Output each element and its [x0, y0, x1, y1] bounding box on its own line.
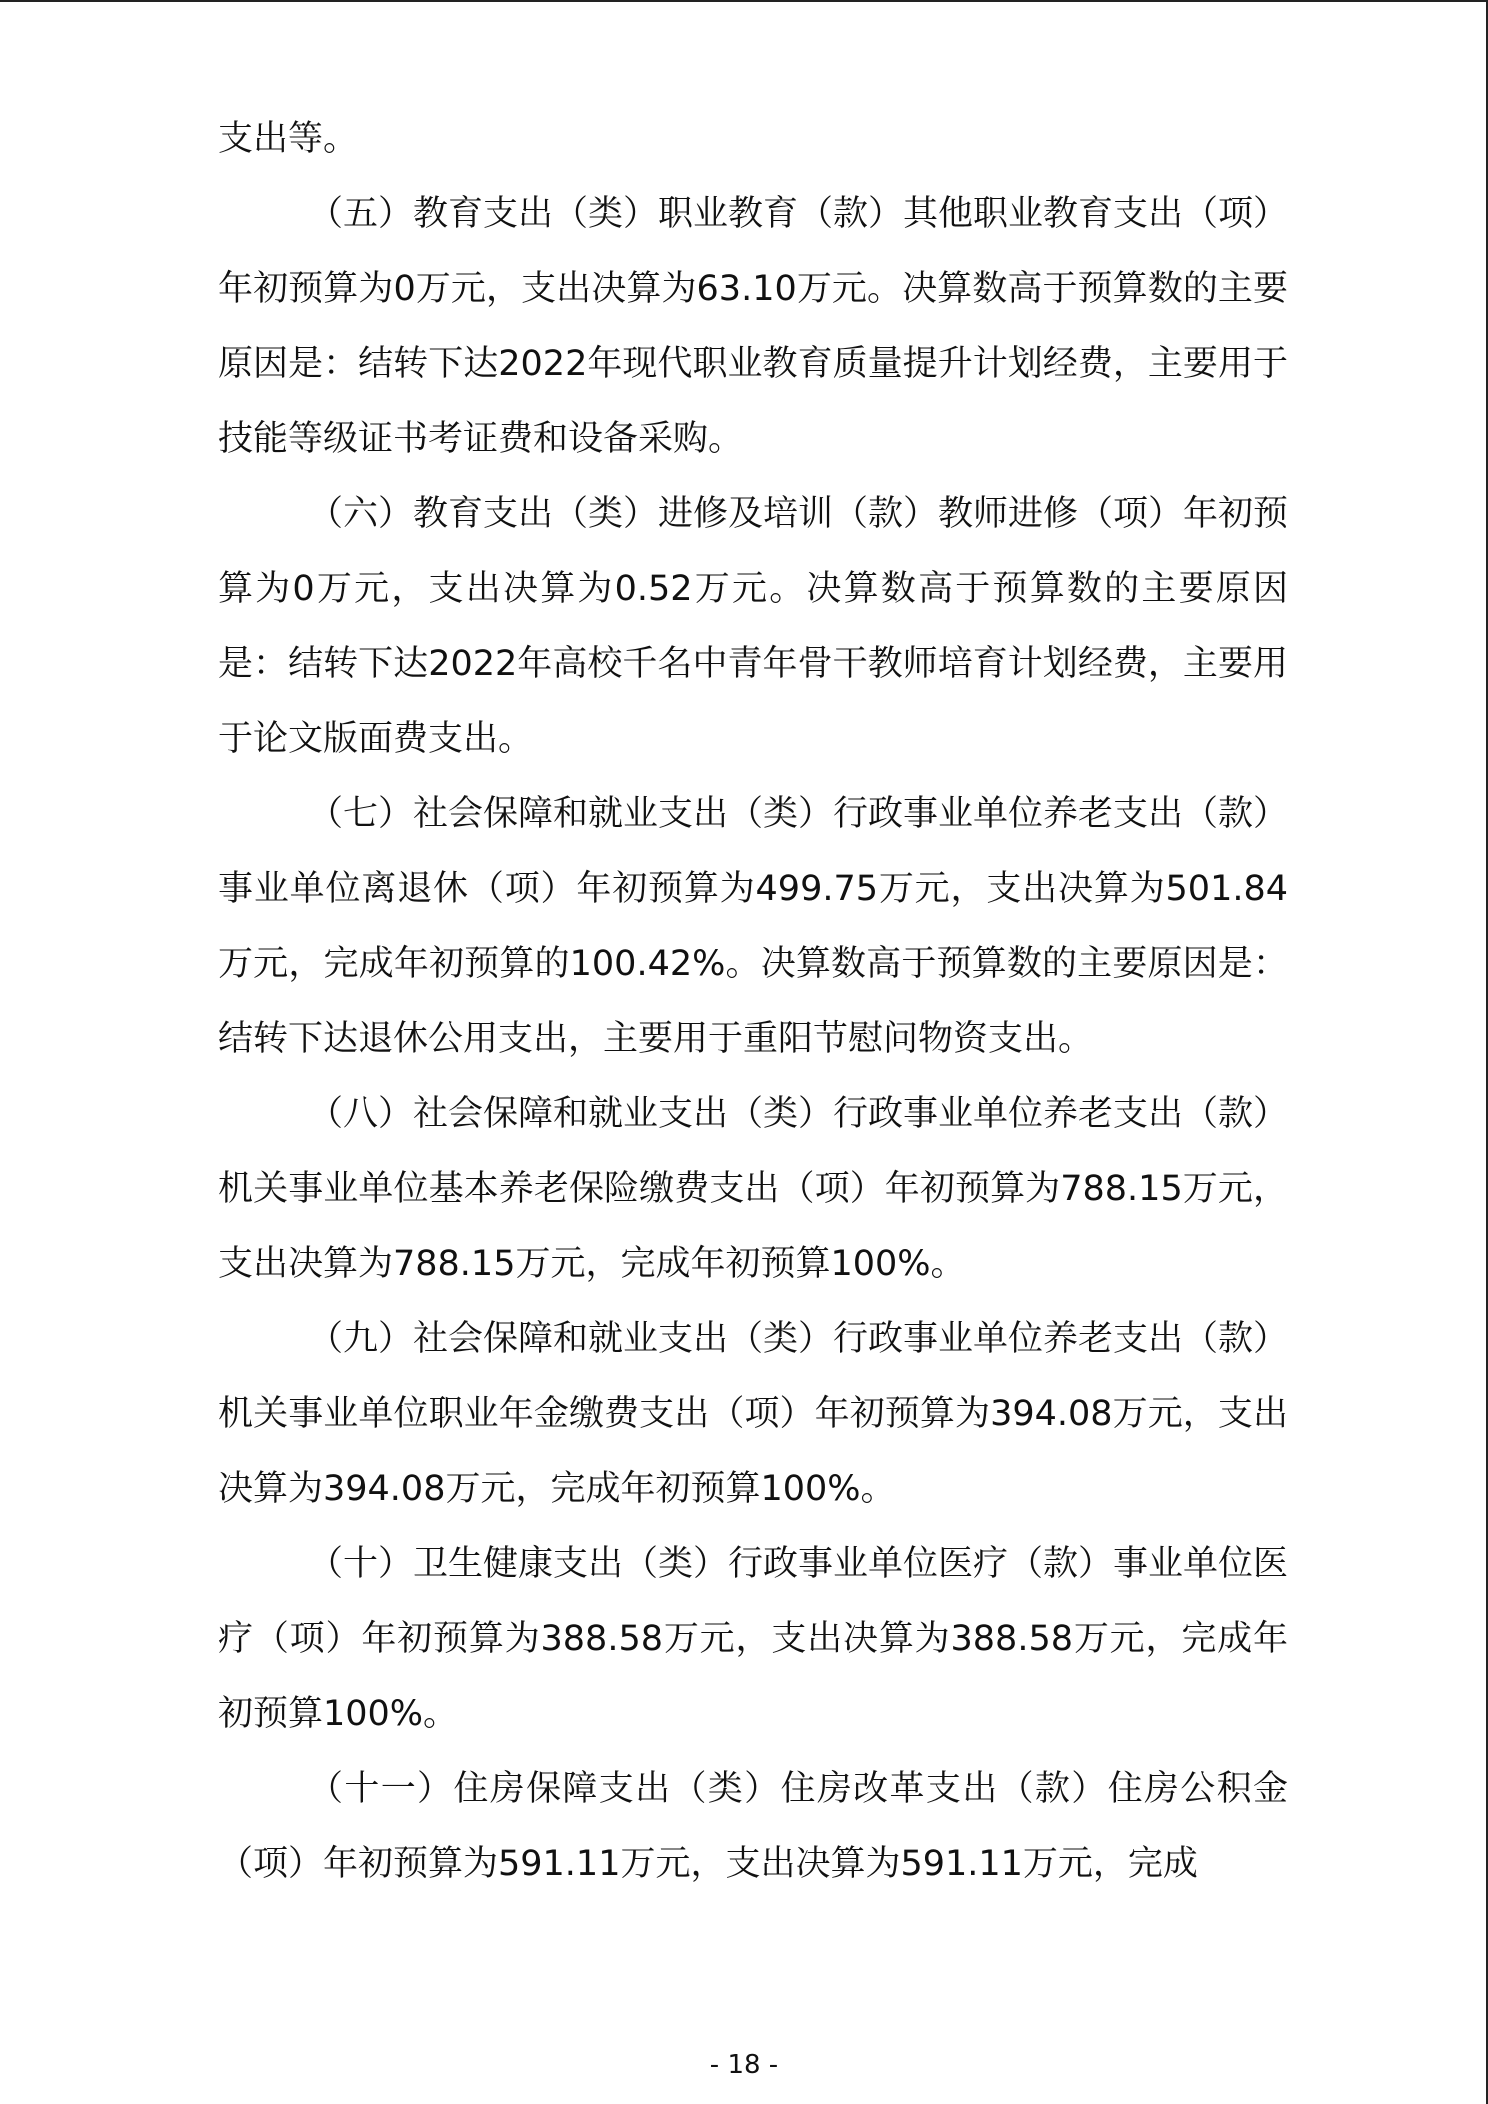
paragraph-item-6: （六）教育支出（类）进修及培训（款）教师进修（项）年初预算为0万元，支出决算为0.52万元。决算数高于预算数的主要原因是：结转下达2022年高校千名中青年骨干教师培育计划经费，主要用于论文版面费支出。 — [218, 494, 1289, 759]
paragraph-item-7: （七）社会保障和就业支出（类）行政事业单位养老支出（款）事业单位离退休（项）年初预算为499.75万元，支出决算为501.84万元，完成年初预算的100.42%。决算数高于预算数的主要原因是：结转下达退休公用支出，主要用于重阳节慰问物资支出。 — [218, 794, 1289, 1059]
paragraph-item-10: （十）卫生健康支出（类）行政事业单位医疗（款）事业单位医疗（项）年初预算为388.58万元，支出决算为388.58万元，完成年初预算100%。 — [218, 1544, 1289, 1734]
paragraph-item-8: （八）社会保障和就业支出（类）行政事业单位养老支出（款）机关事业单位基本养老保险缴费支出（项）年初预算为788.15万元，支出决算为788.15万元，完成年初预算100%。 — [218, 1094, 1289, 1284]
paragraph-continuation: 支出等。 — [218, 119, 359, 159]
body-text — [218, 102, 1288, 1902]
page-number: - 18 - — [709, 2050, 779, 2080]
paragraph-item-9: （九）社会保障和就业支出（类）行政事业单位养老支出（款）机关事业单位职业年金缴费支出（项）年初预算为394.08万元，支出决算为394.08万元，完成年初预算100%。 — [218, 1319, 1289, 1509]
paragraph-item-11: （十一）住房保障支出（类）住房改革支出（款）住房公积金（项）年初预算为591.11万元，支出决算为591.11万元，完成 — [218, 1769, 1288, 1884]
paragraph-item-5: （五）教育支出（类）职业教育（款）其他职业教育支出（项）年初预算为0万元，支出决算为63.10万元。决算数高于预算数的主要原因是：结转下达2022年现代职业教育质量提升计划经费，主要用于技能等级证书考证费和设备采购。 — [218, 194, 1289, 459]
